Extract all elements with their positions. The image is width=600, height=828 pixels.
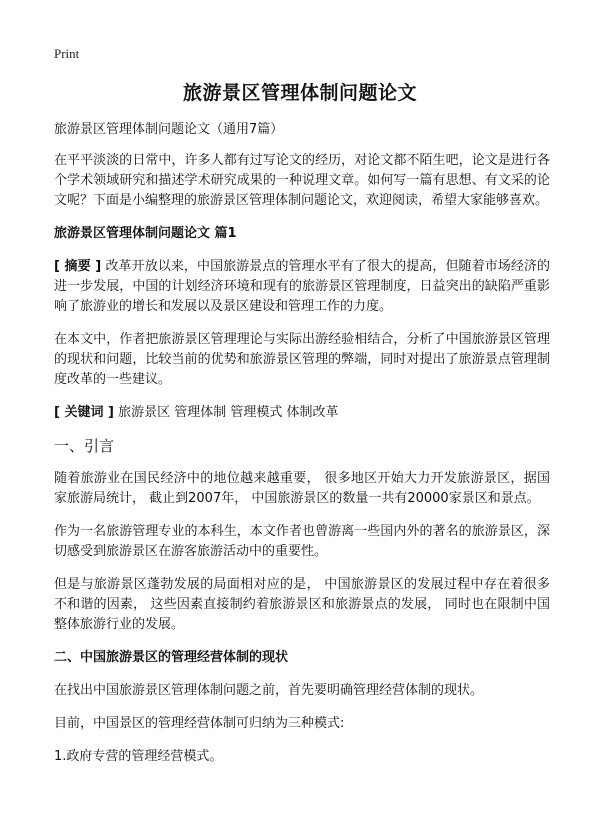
subtitle: 旅游景区管理体制问题论文（通用7篇） [54,122,284,137]
document-body [54,120,550,780]
keywords-text: 旅游景区 管理体制 管理模式 体制改革 [113,405,339,420]
keywords-paragraph [54,403,550,423]
page-title: 旅游景区管理体制问题论文 [182,82,417,104]
heading-introduction: 一、引言 [54,437,115,455]
status-paragraph-3: 1.政府专营的管理经营模式。 [54,749,223,764]
status-paragraph-1: 在找出中国旅游景区管理体制问题之前，首先要明确管理经营体制的现状。 [54,683,484,698]
heading-current-status: 二、中国旅游景区的管理经营体制的现状 [54,650,289,665]
print-label: Print [54,46,80,61]
intro-paragraph: 在平平淡淡的日常中，许多人都有过写论文的经历，对论文都不陌生吧，论文是进行各个学术领域研究和描述学术研究成果的一种说理文章。如何写一篇有思想、有文采的论文呢？下面是小编整理的旅游景区管理体制问题论文，欢迎阅读，希望大家能够喜欢。 [54,153,550,208]
intro-paragraph-2: 作为一名旅游管理专业的本科生，本文作者也曾游离一些国内外的著名的旅游景区，深切感受到旅游景区在游客旅游活动中的重要性。 [54,524,550,559]
main-paragraph: 在本文中，作者把旅游景区管理理论与实际出游经验相结合，分析了中国旅游景区管理的现状和问题，比较当前的优势和旅游景区管理的弊端，同时对提出了旅游景点管理制度改革的一些建议。 [54,332,550,387]
abstract-label: [ 摘要 ] [54,259,102,274]
intro-paragraph-3: 但是与旅游景区蓬勃发展的局面相对应的是， 中国旅游景区的发展过程中存在着很多不和谐的因素， 这些因素直接制约着旅游景区和旅游景点的发展， 同时也在限制中国整体旅游行业的发展。 [54,577,550,632]
section-heading-1: 旅游景区管理体制问题论文 篇1 [54,226,237,241]
abstract-text: 改革开放以来，中国旅游景点的管理水平有了很大的提高，但随着市场经济的进一步发展，中国的计划经济环境和现有的旅游景区管理制度，日益突出的缺陷严重影响了旅游业的增长和发展以及景区建设和管理工作的力度。 [54,259,550,314]
status-paragraph-2: 目前，中国景区的管理经营体制可归纳为三种模式: [54,716,345,731]
keywords-label: [ 关键词 ] [54,405,114,420]
intro-paragraph-1: 随着旅游业在国民经济中的地位越来越重要， 很多地区开始大力开发旅游景区，据国家旅游局统计， 截止到2007年， 中国旅游景区的数量一共有20000家景区和景点。 [54,471,550,506]
abstract-paragraph [54,257,550,317]
